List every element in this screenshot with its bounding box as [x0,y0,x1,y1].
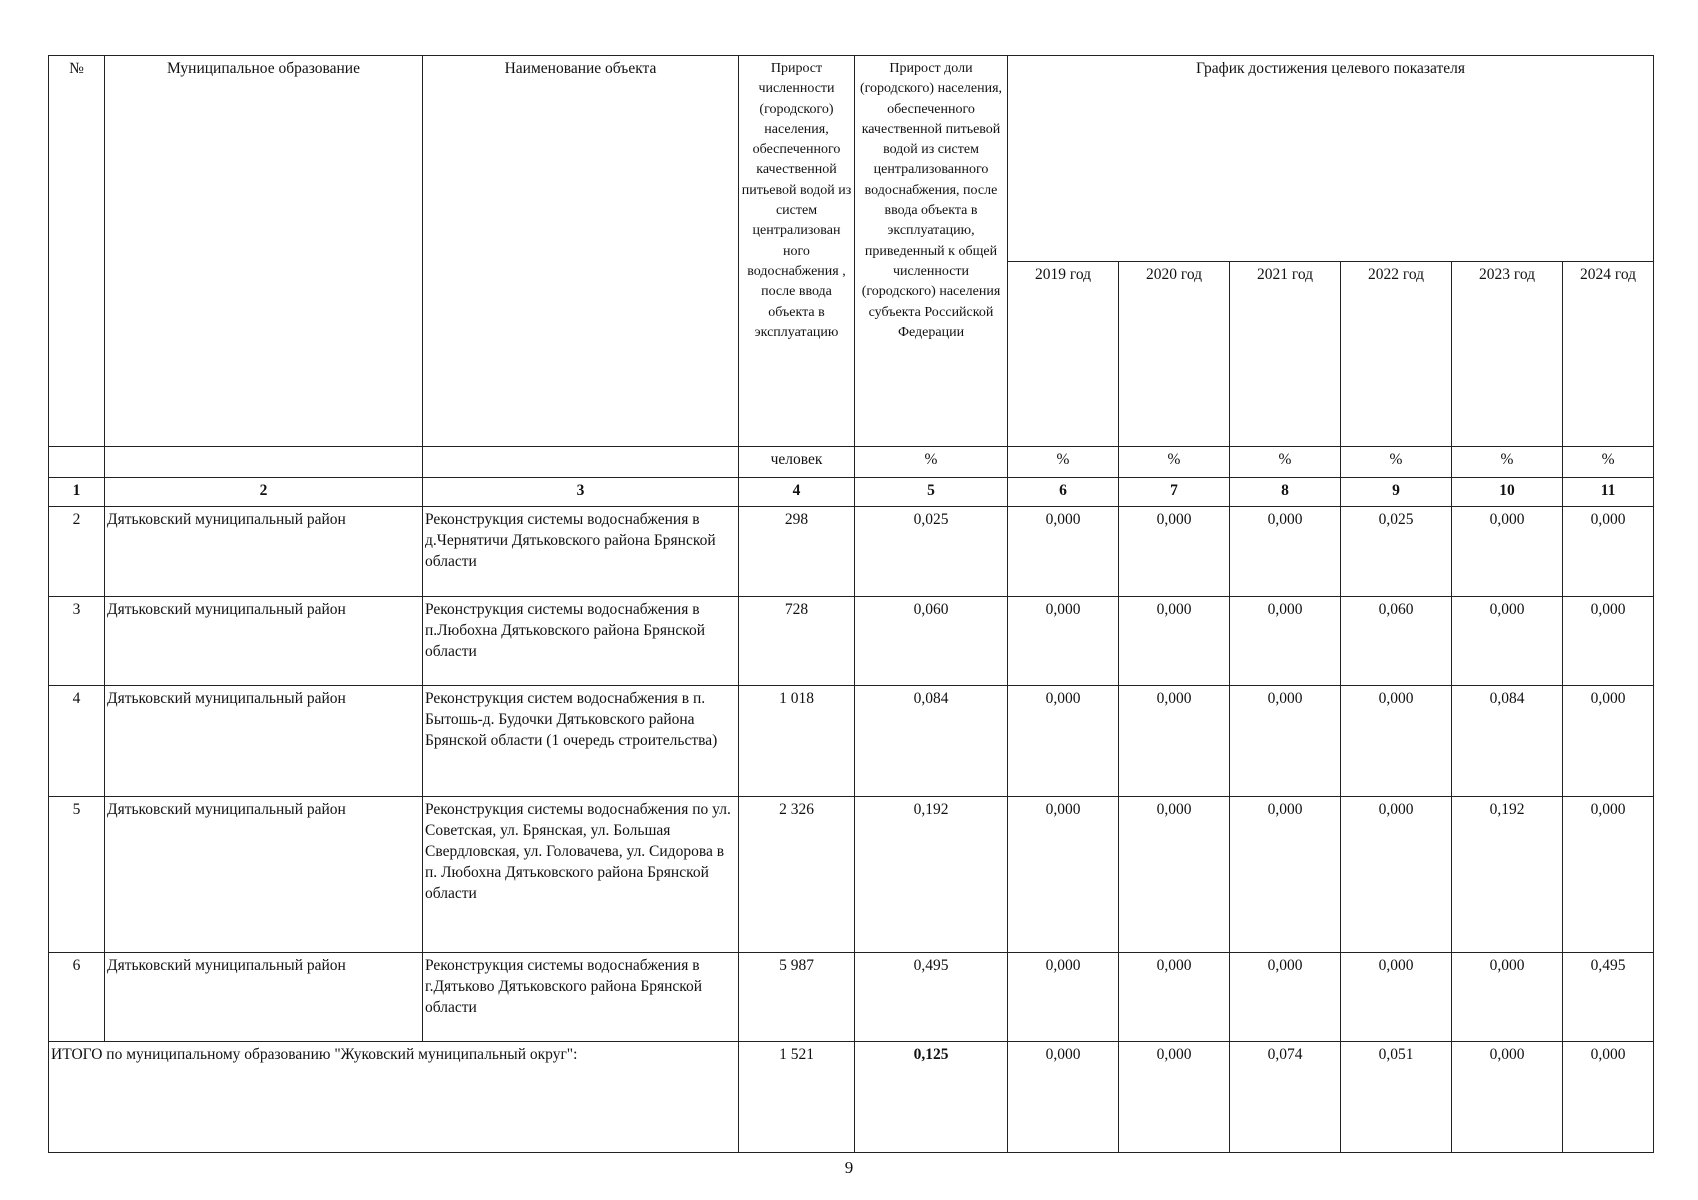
row-year-2023: 0,000 [1452,507,1563,597]
units-empty-cell [49,447,105,478]
row-year-2019: 0,000 [1008,686,1119,797]
unit-percent: % [1452,447,1563,478]
column-number: 5 [855,478,1008,507]
unit-percent: % [1341,447,1452,478]
total-year-2020: 0,000 [1119,1042,1230,1153]
table-row [49,797,1654,953]
row-number: 2 [49,507,105,597]
column-number: 10 [1452,478,1563,507]
row-people: 1 018 [739,686,855,797]
header-year-2021: 2021 год [1230,262,1341,447]
column-number: 1 [49,478,105,507]
total-people: 1 521 [739,1042,855,1153]
header-row-main [49,56,1654,262]
row-year-2019: 0,000 [1008,953,1119,1042]
row-number: 4 [49,686,105,797]
row-year-2024: 0,000 [1563,797,1654,953]
row-object: Реконструкция систем водоснабжения в п. Бытошь-д. Будочки Дятьковского района Брянской области (1 очередь строительства) [423,686,739,797]
row-year-2021: 0,000 [1230,797,1341,953]
row-object: Реконструкция системы водоснабжения в г.Дятьково Дятьковского района Брянской области [423,953,739,1042]
table-row [49,686,1654,797]
row-year-2024: 0,000 [1563,686,1654,797]
row-share: 0,025 [855,507,1008,597]
header-object-name: Наименование объекта [423,56,739,447]
units-row [49,447,1654,478]
row-year-2024: 0,495 [1563,953,1654,1042]
row-year-2021: 0,000 [1230,686,1341,797]
header-population-growth: Прирост численности (городского) населения, обеспеченного качественной питьевой водой из систем централизован ного водоснабжения , после ввода объекта в эксплуатацию [739,56,855,447]
table-row [49,597,1654,686]
header-share-growth: Прирост доли (городского) населения, обеспеченного качественной питьевой водой из систем централизованного водоснабжения, после ввода объекта в эксплуатацию, приведенный к общей численности (городского) населения субъекта Российской Федерации [855,56,1008,447]
row-object: Реконструкция системы водоснабжения по ул. Советская, ул. Брянская, ул. Большая Свердловская, ул. Головачева, ул. Сидорова в п. Любохна Дятьковского района Брянской области [423,797,739,953]
row-year-2024: 0,000 [1563,597,1654,686]
units-empty-cell [105,447,423,478]
row-year-2022: 0,000 [1341,797,1452,953]
row-people: 5 987 [739,953,855,1042]
unit-people: человек [739,447,855,478]
row-year-2019: 0,000 [1008,797,1119,953]
row-year-2022: 0,060 [1341,597,1452,686]
table-row [49,953,1654,1042]
header-year-2019: 2019 год [1008,262,1119,447]
row-people: 298 [739,507,855,597]
total-year-2021: 0,074 [1230,1042,1341,1153]
header-no: № [49,56,105,447]
units-empty-cell [423,447,739,478]
column-number: 2 [105,478,423,507]
target-indicator-table [48,55,1654,1153]
unit-percent: % [1563,447,1654,478]
row-municipality: Дятьковский муниципальный район [105,507,423,597]
total-share: 0,125 [855,1042,1008,1153]
total-year-2023: 0,000 [1452,1042,1563,1153]
column-number: 9 [1341,478,1452,507]
row-year-2023: 0,084 [1452,686,1563,797]
row-year-2022: 0,000 [1341,686,1452,797]
total-year-2019: 0,000 [1008,1042,1119,1153]
total-label: ИТОГО по муниципальному образованию "Жуковский муниципальный округ": [49,1042,739,1153]
row-year-2020: 0,000 [1119,797,1230,953]
unit-percent: % [1008,447,1119,478]
row-number: 3 [49,597,105,686]
row-people: 728 [739,597,855,686]
row-object: Реконструкция системы водоснабжения в п.Любохна Дятьковского района Брянской области [423,597,739,686]
unit-percent: % [1119,447,1230,478]
row-year-2020: 0,000 [1119,597,1230,686]
header-year-2022: 2022 год [1341,262,1452,447]
row-number: 6 [49,953,105,1042]
row-municipality: Дятьковский муниципальный район [105,597,423,686]
row-year-2019: 0,000 [1008,597,1119,686]
row-year-2021: 0,000 [1230,953,1341,1042]
column-number: 4 [739,478,855,507]
unit-percent: % [1230,447,1341,478]
document-sheet [48,55,1653,1153]
column-number: 7 [1119,478,1230,507]
row-share: 0,084 [855,686,1008,797]
row-municipality: Дятьковский муниципальный район [105,797,423,953]
row-year-2024: 0,000 [1563,507,1654,597]
row-year-2022: 0,000 [1341,953,1452,1042]
column-number: 11 [1563,478,1654,507]
row-people: 2 326 [739,797,855,953]
unit-percent: % [855,447,1008,478]
column-number: 6 [1008,478,1119,507]
row-number: 5 [49,797,105,953]
row-year-2020: 0,000 [1119,686,1230,797]
header-schedule: График достижения целевого показателя [1008,56,1654,262]
row-year-2023: 0,000 [1452,597,1563,686]
row-year-2020: 0,000 [1119,953,1230,1042]
total-year-2022: 0,051 [1341,1042,1452,1153]
row-year-2023: 0,192 [1452,797,1563,953]
row-object: Реконструкция системы водоснабжения в д.Чернятичи Дятьковского района Брянской области [423,507,739,597]
page-number: 9 [844,1158,854,1177]
total-row [49,1042,1654,1153]
row-year-2020: 0,000 [1119,507,1230,597]
row-year-2019: 0,000 [1008,507,1119,597]
table-row [49,507,1654,597]
row-municipality: Дятьковский муниципальный район [105,686,423,797]
header-year-2023: 2023 год [1452,262,1563,447]
header-municipality: Муниципальное образование [105,56,423,447]
row-share: 0,060 [855,597,1008,686]
column-number: 3 [423,478,739,507]
column-numbers-row [49,478,1654,507]
row-share: 0,192 [855,797,1008,953]
row-year-2021: 0,000 [1230,597,1341,686]
row-year-2022: 0,025 [1341,507,1452,597]
row-year-2023: 0,000 [1452,953,1563,1042]
header-year-2024: 2024 год [1563,262,1654,447]
row-share: 0,495 [855,953,1008,1042]
row-municipality: Дятьковский муниципальный район [105,953,423,1042]
row-year-2021: 0,000 [1230,507,1341,597]
header-year-2020: 2020 год [1119,262,1230,447]
total-year-2024: 0,000 [1563,1042,1654,1153]
column-number: 8 [1230,478,1341,507]
